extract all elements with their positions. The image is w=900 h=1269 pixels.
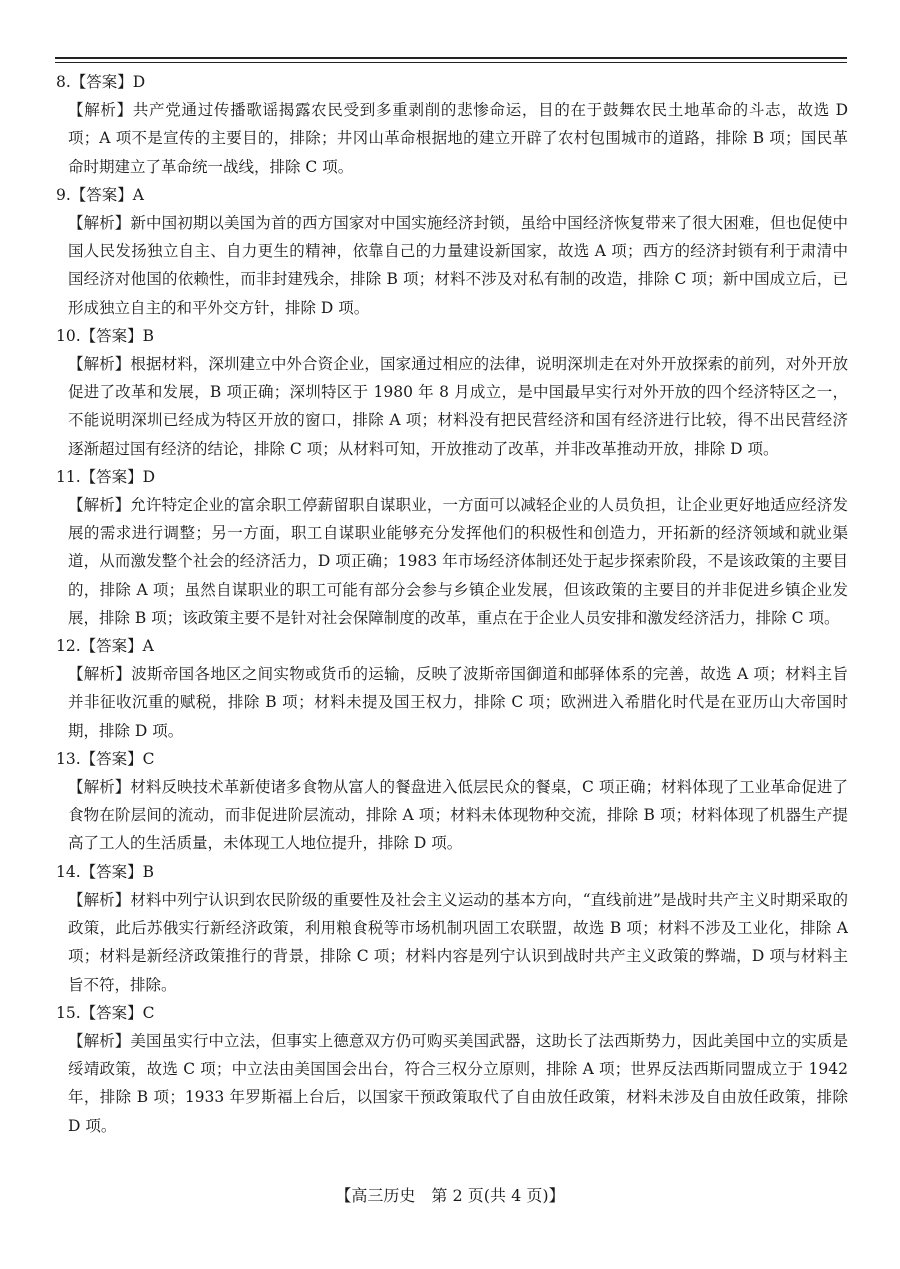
answer-explanation: 【解析】新中国初期以美国为首的西方国家对中国实施经济封锁，虽给中国经济恢复带来了很大困难，但也促使中国人民发扬独立自主、自力更生的精神，依靠自己的力量建设新国家，故选 A 项；西方的经济封锁有利于肃清中国经济对他国的依赖性，而非封建残余，排除 B 项；材料不涉及对私有制的改造，排除 C 项；新中国成立后，已形成独立自主的和平外交方针，排除 D 项。 — [68, 214, 848, 317]
answer-item-14 — [56, 858, 848, 999]
answer-label: 15.【答案】C — [56, 1003, 155, 1022]
answer-label: 11.【答案】D — [56, 467, 156, 486]
answer-explanation: 【解析】材料反映技术革新使诸多食物从富人的餐盘进入低层民众的餐桌，C 项正确；材料体现了工业革命促进了食物在阶层间的流动，而非促进阶层流动，排除 A 项；材料未体现物种交流，排除 B 项；材料体现了机器生产提高了工人的生活质量，未体现工人地位提升，排除 D 项。 — [68, 778, 848, 853]
answer-label: 12.【答案】A — [56, 637, 154, 656]
answer-explanation: 【解析】美国虽实行中立法，但事实上德意双方仍可购买美国武器，这助长了法西斯势力，因此美国中立的实质是绥靖政策，故选 C 项；中立法由美国国会出台，符合三权分立原则，排除 A 项；世界反法西斯同盟成立于 1942 年，排除 B 项；1933 年罗斯福上台后，以国家干预政策取代了自由放任政策，材料未涉及自由放任政策，排除 D 项。 — [68, 1031, 848, 1135]
answer-item-9 — [56, 181, 848, 322]
answer-content — [56, 68, 848, 1140]
answer-item-13 — [56, 745, 848, 858]
answer-item-8 — [56, 68, 848, 181]
answer-label: 14.【答案】B — [56, 862, 155, 881]
header-rule-thick — [55, 57, 847, 59]
answer-explanation: 【解析】根据材料，深圳建立中外合资企业，国家通过相应的法律，说明深圳走在对外开放探索的前列，对外开放促进了改革和发展，B 项正确；深圳特区于 1980 年 8 月成立，是中国最早实行对外开放的四个经济特区之一，不能说明深圳已经成为特区开放的窗口，排除 A 项；材料没有把民营经济和国有经济进行比较，得不出民营经济逐渐超过国有经济的结论，排除 C 项；从材料可知，开放推动了改革，并非改革推动开放，排除 D 项。 — [68, 355, 848, 458]
answer-label: 9.【答案】A — [56, 185, 144, 204]
answer-label: 10.【答案】B — [56, 326, 155, 345]
answer-explanation: 【解析】允许特定企业的富余职工停薪留职自谋职业，一方面可以减轻企业的人员负担，让企业更好地适应经济发展的需求进行调整；另一方面，职工自谋职业能够充分发挥他们的积极性和创造力，开拓新的经济领域和就业渠道，从而激发整个社会的经济活力，D 项正确；1983 年市场经济体制还处于起步探索阶段，不是该政策的主要目的，排除 A 项；虽然自谋职业的职工可能有部分会参与乡镇企业发展，但该政策的主要目的并非促进乡镇企业发展，排除 B 项；该政策主要不是针对社会保障制度的改革，重点在于企业人员安排和激发经济活力，排除 C 项。 — [68, 496, 848, 627]
answer-label: 8.【答案】D — [56, 73, 146, 91]
header-rule-thin — [55, 62, 847, 63]
answer-item-15 — [56, 999, 848, 1140]
answer-explanation: 【解析】波斯帝国各地区之间实物或货币的运输，反映了波斯帝国御道和邮驿体系的完善，故选 A 项；材料主旨并非征收沉重的赋税，排除 B 项；材料未提及国王权力，排除 C 项；欧洲进入希腊化时代是在亚历山大帝国时期，排除 D 项。 — [68, 665, 848, 740]
answer-item-10 — [56, 322, 848, 463]
answer-item-12 — [56, 632, 848, 745]
answer-item-11 — [56, 463, 848, 632]
answer-explanation: 【解析】材料中列宁认识到农民阶级的重要性及社会主义运动的基本方向，“直线前进”是战时共产主义时期采取的政策，此后苏俄实行新经济政策，利用粮食税等市场机制巩固工农联盟，故选 B 项；材料不涉及工业化，排除 A 项；材料是新经济政策推行的背景，排除 C 项；材料内容是列宁认识到战时共产主义政策的弊端，D 项与材料主旨不符，排除。 — [68, 890, 848, 994]
page-footer: 【高三历史 第 2 页(共 4 页)】 — [335, 1186, 565, 1205]
answer-label: 13.【答案】C — [56, 749, 155, 768]
answer-explanation: 【解析】共产党通过传播歌谣揭露农民受到多重剥削的悲惨命运，目的在于鼓舞农民土地革命的斗志，故选 D 项；A 项不是宣传的主要目的，排除；井冈山革命根据地的建立开辟了农村包围城市的道路，排除 B 项；国民革命时期建立了革命统一战线，排除 C 项。 — [68, 101, 848, 176]
